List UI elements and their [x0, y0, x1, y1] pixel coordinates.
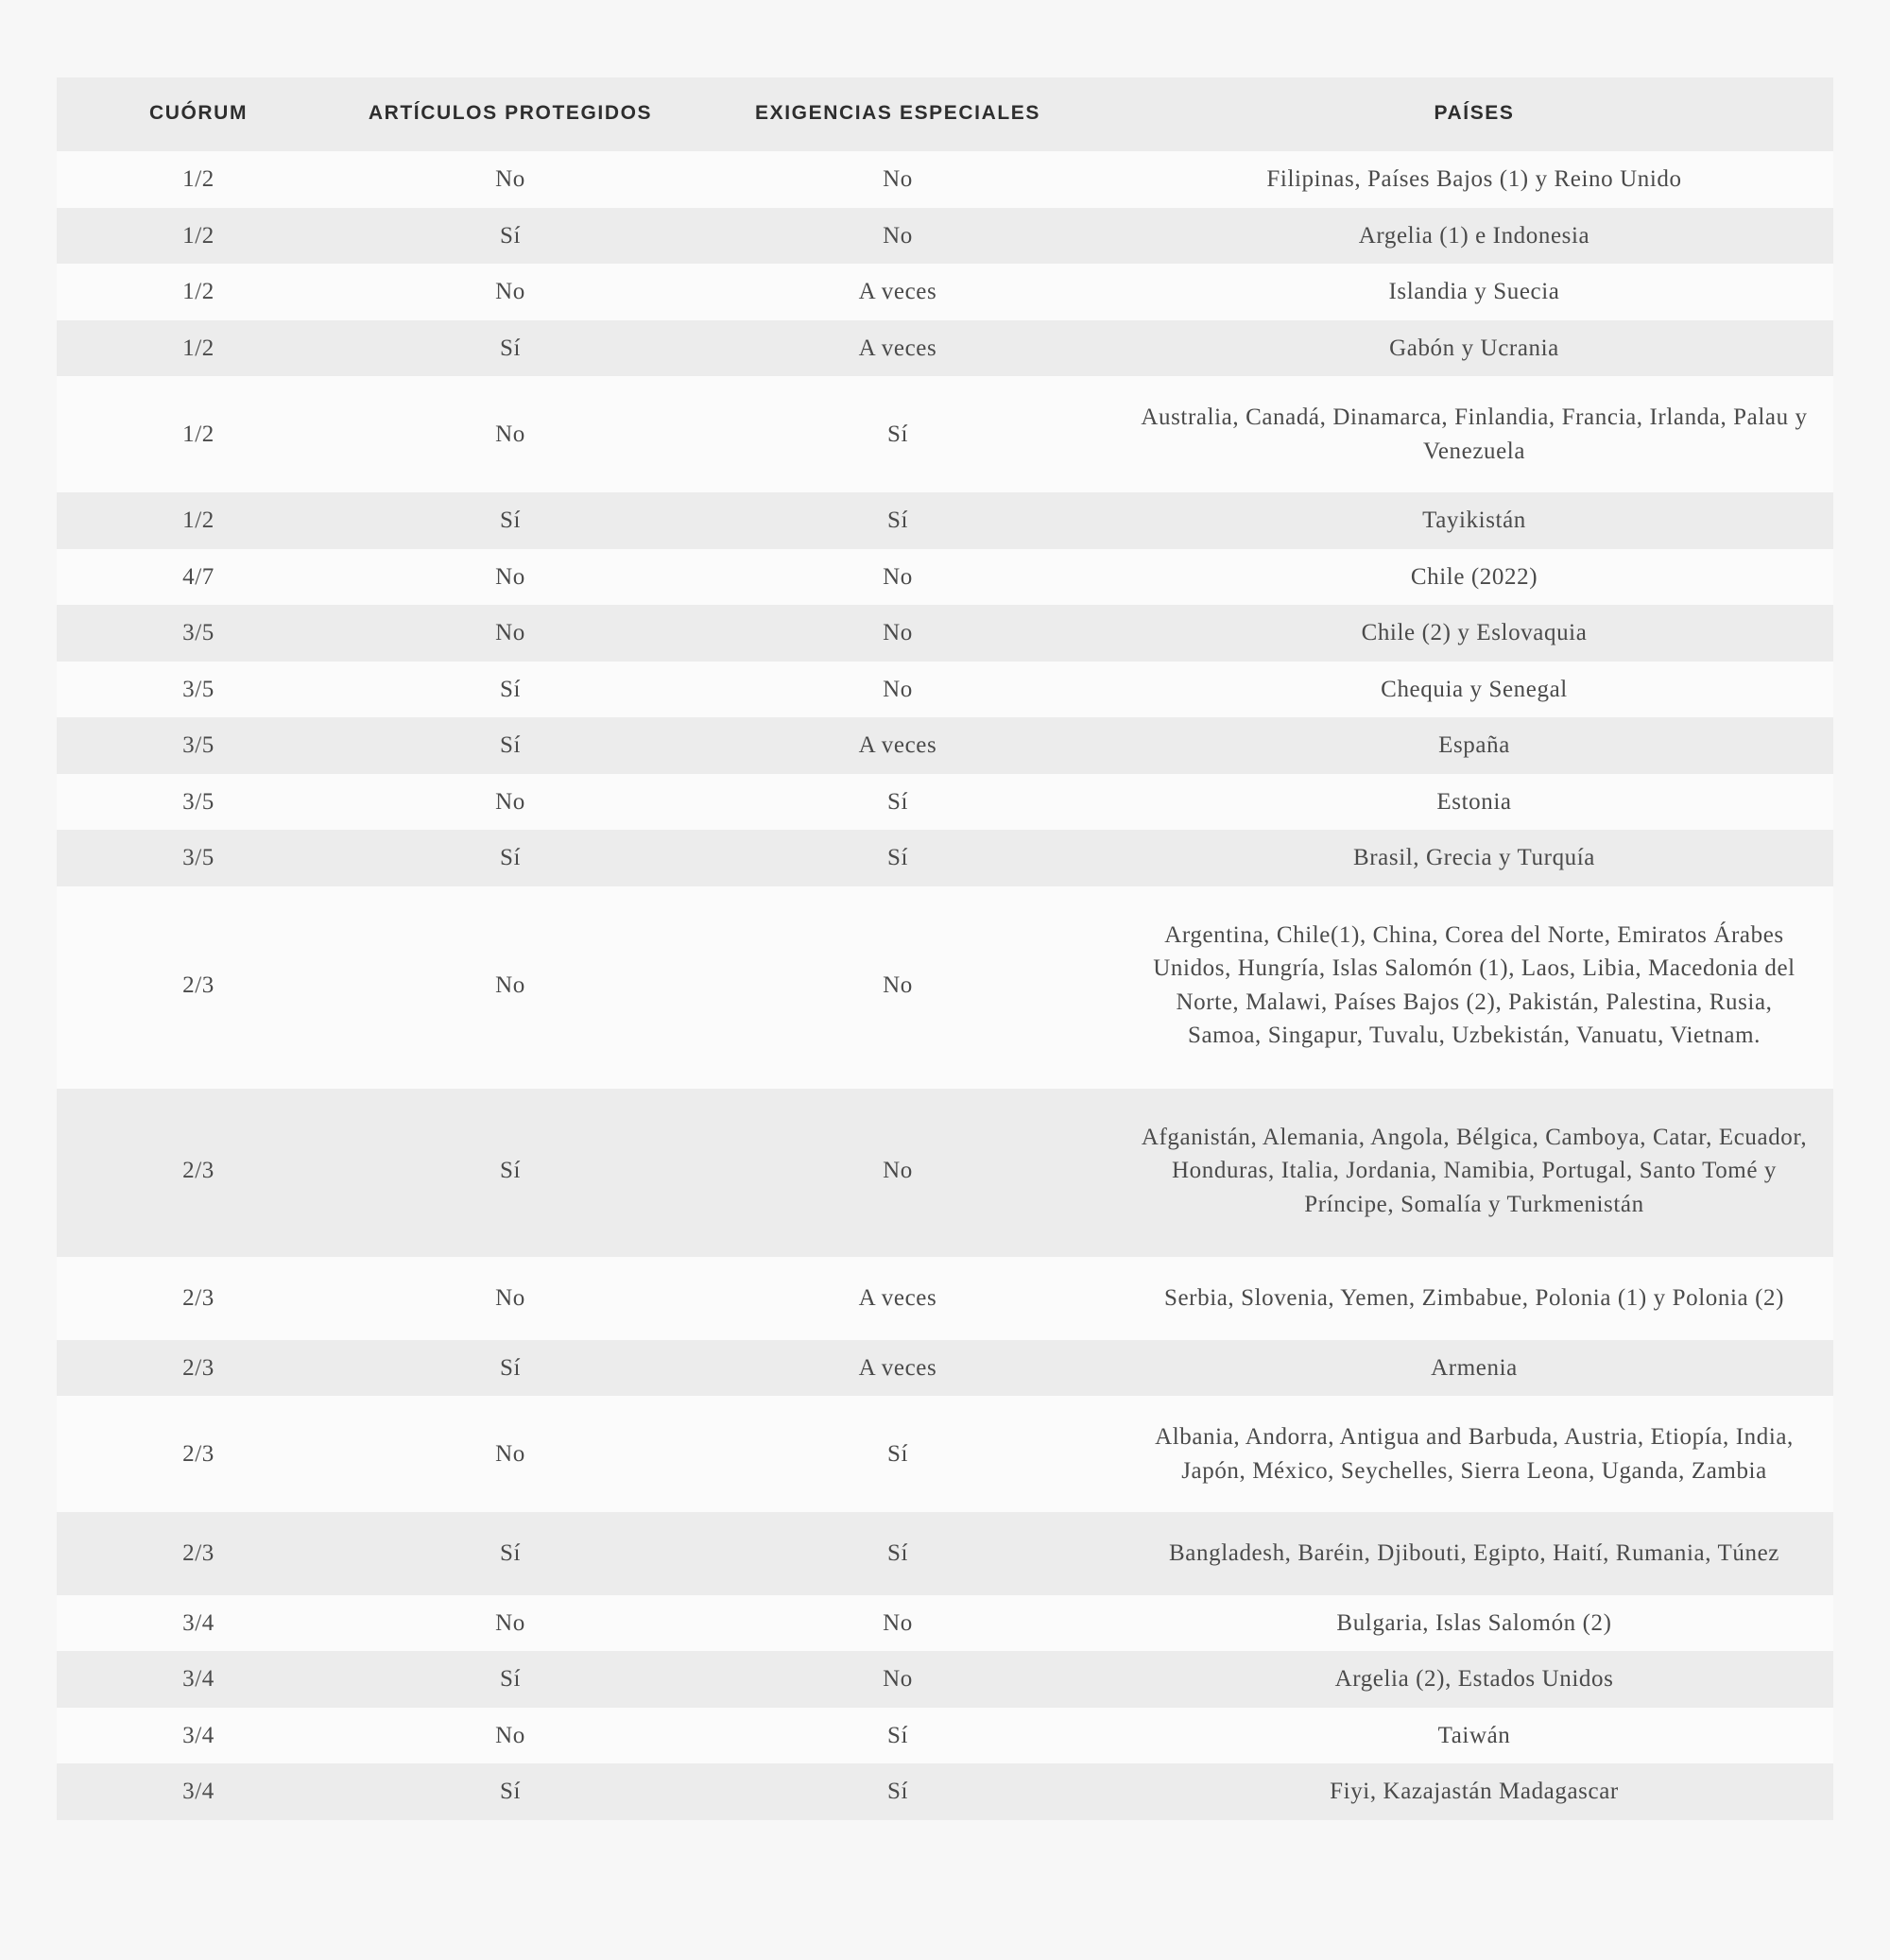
- cell-quorum: 3/4: [57, 1651, 340, 1708]
- cell-protected-articles: No: [340, 886, 680, 1089]
- table-row: [57, 376, 1833, 492]
- cell-countries: Serbia, Slovenia, Yemen, Zimbabue, Polonia (1) y Polonia (2): [1115, 1257, 1833, 1340]
- cell-protected-articles: No: [340, 1708, 680, 1764]
- cell-countries: Tayikistán: [1115, 492, 1833, 549]
- cell-quorum: 2/3: [57, 1340, 340, 1397]
- cell-countries: Brasil, Grecia y Turquía: [1115, 830, 1833, 886]
- cell-quorum: 1/2: [57, 492, 340, 549]
- cell-protected-articles: No: [340, 1595, 680, 1652]
- table-row: [57, 605, 1833, 662]
- cell-special-requirements: No: [680, 886, 1115, 1089]
- column-header-special-requirements: EXIGENCIAS ESPECIALES: [680, 77, 1115, 151]
- cell-protected-articles: Sí: [340, 1512, 680, 1595]
- table-row: [57, 886, 1833, 1089]
- cell-quorum: 3/4: [57, 1708, 340, 1764]
- cell-protected-articles: Sí: [340, 492, 680, 549]
- cell-quorum: 2/3: [57, 1396, 340, 1512]
- cell-protected-articles: No: [340, 605, 680, 662]
- table-row: [57, 549, 1833, 606]
- table-row: [57, 1651, 1833, 1708]
- cell-countries: Argelia (2), Estados Unidos: [1115, 1651, 1833, 1708]
- table-row: [57, 830, 1833, 886]
- cell-protected-articles: No: [340, 151, 680, 208]
- cell-countries: Argelia (1) e Indonesia: [1115, 208, 1833, 265]
- cell-protected-articles: No: [340, 549, 680, 606]
- cell-special-requirements: No: [680, 549, 1115, 606]
- cell-quorum: 3/5: [57, 717, 340, 774]
- cell-special-requirements: Sí: [680, 1396, 1115, 1512]
- cell-protected-articles: Sí: [340, 1089, 680, 1258]
- table-header-row: [57, 77, 1833, 151]
- table-body: [57, 151, 1833, 1820]
- cell-protected-articles: No: [340, 376, 680, 492]
- cell-countries: Chile (2022): [1115, 549, 1833, 606]
- table-row: [57, 1708, 1833, 1764]
- cell-special-requirements: Sí: [680, 1708, 1115, 1764]
- cell-special-requirements: Sí: [680, 830, 1115, 886]
- cell-special-requirements: No: [680, 1651, 1115, 1708]
- table-row: [57, 1340, 1833, 1397]
- table-row: [57, 1257, 1833, 1340]
- column-header-protected-articles: ARTÍCULOS PROTEGIDOS: [340, 77, 680, 151]
- cell-special-requirements: A veces: [680, 1340, 1115, 1397]
- cell-special-requirements: A veces: [680, 1257, 1115, 1340]
- cell-protected-articles: Sí: [340, 662, 680, 718]
- cell-countries: Afganistán, Alemania, Angola, Bélgica, Camboya, Catar, Ecuador, Honduras, Italia, Jordania, Namibia, Portugal, Santo Tomé y Príncipe, Somalía y Turkmenistán: [1115, 1089, 1833, 1258]
- cell-special-requirements: No: [680, 1089, 1115, 1258]
- cell-protected-articles: Sí: [340, 717, 680, 774]
- cell-special-requirements: No: [680, 151, 1115, 208]
- table-row: [57, 662, 1833, 718]
- cell-protected-articles: No: [340, 1396, 680, 1512]
- cell-countries: Bangladesh, Baréin, Djibouti, Egipto, Haití, Rumania, Túnez: [1115, 1512, 1833, 1595]
- table-row: [57, 1763, 1833, 1820]
- cell-special-requirements: A veces: [680, 320, 1115, 377]
- cell-quorum: 3/5: [57, 605, 340, 662]
- cell-protected-articles: Sí: [340, 1763, 680, 1820]
- cell-quorum: 1/2: [57, 376, 340, 492]
- cell-countries: Filipinas, Países Bajos (1) y Reino Unido: [1115, 151, 1833, 208]
- cell-special-requirements: Sí: [680, 492, 1115, 549]
- table-row: [57, 492, 1833, 549]
- cell-protected-articles: Sí: [340, 1340, 680, 1397]
- cell-countries: Fiyi, Kazajastán Madagascar: [1115, 1763, 1833, 1820]
- table-row: [57, 264, 1833, 320]
- cell-countries: Albania, Andorra, Antigua and Barbuda, Austria, Etiopía, India, Japón, México, Seychelles, Sierra Leona, Uganda, Zambia: [1115, 1396, 1833, 1512]
- table-row: [57, 208, 1833, 265]
- cell-protected-articles: Sí: [340, 208, 680, 265]
- cell-special-requirements: Sí: [680, 376, 1115, 492]
- cell-quorum: 3/5: [57, 774, 340, 831]
- cell-protected-articles: No: [340, 264, 680, 320]
- cell-protected-articles: Sí: [340, 1651, 680, 1708]
- cell-quorum: 1/2: [57, 208, 340, 265]
- table-row: [57, 717, 1833, 774]
- cell-special-requirements: Sí: [680, 1763, 1115, 1820]
- table-row: [57, 774, 1833, 831]
- cell-special-requirements: No: [680, 208, 1115, 265]
- cell-protected-articles: No: [340, 774, 680, 831]
- quorum-table: [57, 77, 1833, 1820]
- cell-protected-articles: No: [340, 1257, 680, 1340]
- cell-quorum: 1/2: [57, 264, 340, 320]
- cell-quorum: 3/4: [57, 1763, 340, 1820]
- table-row: [57, 320, 1833, 377]
- cell-quorum: 1/2: [57, 151, 340, 208]
- cell-special-requirements: No: [680, 1595, 1115, 1652]
- table-row: [57, 151, 1833, 208]
- cell-countries: Chequia y Senegal: [1115, 662, 1833, 718]
- cell-protected-articles: Sí: [340, 320, 680, 377]
- cell-special-requirements: A veces: [680, 717, 1115, 774]
- table-header: [57, 77, 1833, 151]
- cell-countries: Australia, Canadá, Dinamarca, Finlandia, Francia, Irlanda, Palau y Venezuela: [1115, 376, 1833, 492]
- table-row: [57, 1595, 1833, 1652]
- cell-countries: Estonia: [1115, 774, 1833, 831]
- table-row: [57, 1089, 1833, 1258]
- cell-countries: Argentina, Chile(1), China, Corea del Norte, Emiratos Árabes Unidos, Hungría, Islas Salomón (1), Laos, Libia, Macedonia del Norte, Malawi, Países Bajos (2), Pakistán, Palestina, Rusia, Samoa, Singapur, Tuvalu, Uzbekistán, Vanuatu, Vietnam.: [1115, 886, 1833, 1089]
- cell-quorum: 4/7: [57, 549, 340, 606]
- cell-quorum: 2/3: [57, 1089, 340, 1258]
- cell-special-requirements: Sí: [680, 774, 1115, 831]
- cell-countries: Gabón y Ucrania: [1115, 320, 1833, 377]
- cell-quorum: 3/4: [57, 1595, 340, 1652]
- cell-countries: España: [1115, 717, 1833, 774]
- cell-quorum: 2/3: [57, 1512, 340, 1595]
- cell-countries: Taiwán: [1115, 1708, 1833, 1764]
- cell-special-requirements: No: [680, 662, 1115, 718]
- table-row: [57, 1512, 1833, 1595]
- cell-special-requirements: A veces: [680, 264, 1115, 320]
- cell-countries: Islandia y Suecia: [1115, 264, 1833, 320]
- cell-quorum: 3/5: [57, 662, 340, 718]
- cell-special-requirements: Sí: [680, 1512, 1115, 1595]
- cell-countries: Bulgaria, Islas Salomón (2): [1115, 1595, 1833, 1652]
- table-row: [57, 1396, 1833, 1512]
- cell-quorum: 1/2: [57, 320, 340, 377]
- column-header-quorum: CUÓRUM: [57, 77, 340, 151]
- cell-quorum: 2/3: [57, 1257, 340, 1340]
- cell-countries: Armenia: [1115, 1340, 1833, 1397]
- column-header-countries: PAÍSES: [1115, 77, 1833, 151]
- cell-quorum: 3/5: [57, 830, 340, 886]
- cell-protected-articles: Sí: [340, 830, 680, 886]
- cell-quorum: 2/3: [57, 886, 340, 1089]
- cell-special-requirements: No: [680, 605, 1115, 662]
- cell-countries: Chile (2) y Eslovaquia: [1115, 605, 1833, 662]
